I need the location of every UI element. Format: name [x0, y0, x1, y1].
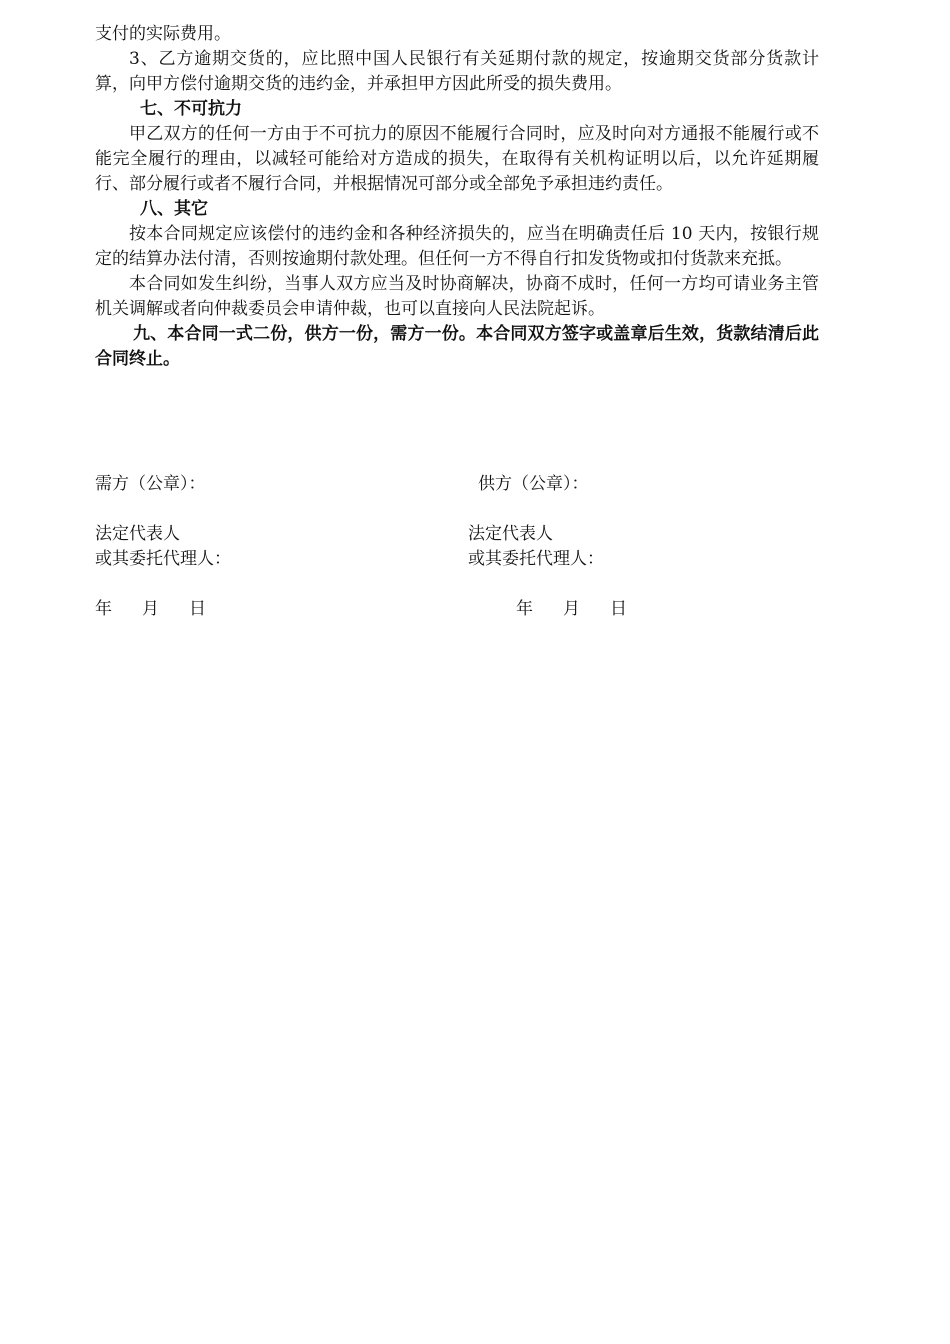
clause-3-text: 3、乙方逾期交货的，应比照中国人民银行有关延期付款的规定，按逾期交货部分货款计算，向甲方偿付逾期交货的违约金，并承担甲方因此所受的损失费用。 [95, 49, 819, 94]
section-8-body-1: 按本合同规定应该偿付的违约金和各种经济损失的，应当在明确责任后 10 天内，按银行规定的结算办法付清，否则按逾期付款处理。但任何一方不得自行扣发货物或扣付货款来充抵。 [95, 224, 819, 269]
supplier-date-day: 日 [610, 599, 627, 619]
buyer-date-year: 年 [95, 599, 112, 619]
section-7-body: 甲乙双方的任何一方由于不可抗力的原因不能履行合同时，应及时向对方通报不能履行或不能完全履行的理由，以减轻可能给对方造成的损失，在取得有关机构证明以后，以允许延期履行、部分履行或者不履行合同，并根据情况可部分或全部免予承担违约责任。 [95, 124, 819, 194]
buyer-date-day: 日 [189, 599, 206, 619]
supplier-date-line [516, 597, 627, 622]
section-8-heading: 八、其它 [140, 199, 208, 219]
buyer-rep-line-1: 法定代表人 [95, 524, 180, 544]
continuation-text: 支付的实际费用。 [95, 24, 231, 44]
buyer-date-line [95, 597, 206, 622]
buyer-seal-label: 需方（公章）： [95, 474, 206, 494]
supplier-date-year: 年 [516, 599, 533, 619]
contract-body [95, 22, 819, 372]
supplier-date-month: 月 [563, 599, 580, 619]
supplier-seal-label: 供方（公章）： [478, 474, 589, 494]
buyer-rep-line-2: 或其委托代理人： [95, 549, 231, 569]
section-8-body-2: 本合同如发生纠纷，当事人双方应当及时协商解决，协商不成时，任何一方均可请业务主管机关调解或者向仲裁委员会申请仲裁，也可以直接向人民法院起诉。 [95, 274, 819, 319]
supplier-rep-line-1: 法定代表人 [468, 524, 553, 544]
buyer-date-month: 月 [142, 599, 159, 619]
section-9-text: 九、本合同一式二份，供方一份，需方一份。本合同双方签字或盖章后生效，货款结清后此合同终止。 [95, 324, 819, 369]
section-7-heading: 七、不可抗力 [140, 99, 242, 119]
supplier-rep-line-2: 或其委托代理人： [468, 549, 604, 569]
